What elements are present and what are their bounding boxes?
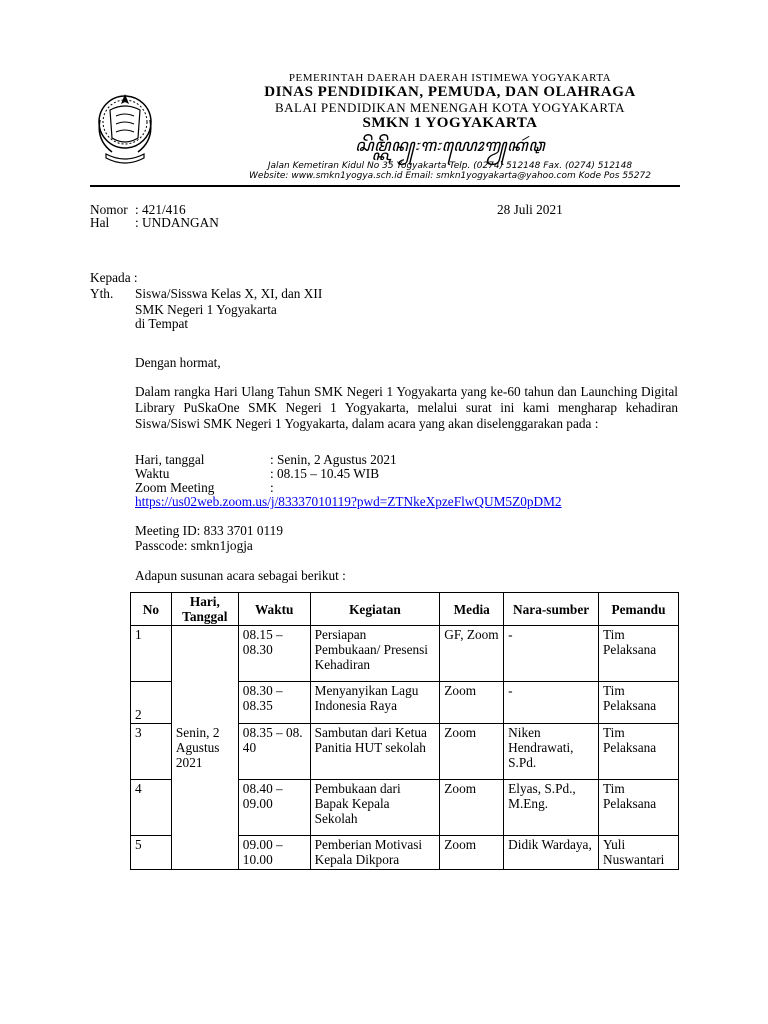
letter-date: 28 Juli 2021: [497, 202, 563, 217]
agenda-intro: Adapun susunan acara sebagai berikut :: [135, 568, 346, 583]
letterhead-office: BALAI PENDIDIKAN MENENGAH KOTA YOGYAKARTA: [274, 100, 626, 115]
cell-speaker: Didik Wardaya,: [504, 836, 599, 870]
cell-time: 08.35 – 08. 40: [238, 724, 310, 780]
cell-host: Yuli Nuswantari: [599, 836, 679, 870]
cell-activity: Pemberian Motivasi Kepala Dikpora: [310, 836, 440, 870]
zoom-label: Zoom Meeting: [135, 480, 215, 495]
cell-media: Zoom: [440, 682, 504, 724]
cell-host: Tim Pelaksana: [599, 724, 679, 780]
table-header-row: [131, 593, 679, 626]
greeting: Dengan hormat,: [135, 355, 221, 370]
cell-time: 08.30 – 08.35: [238, 682, 310, 724]
yth-label: Yth.: [90, 286, 114, 301]
col-header-time: Waktu: [238, 593, 310, 626]
cell-time: 08.15 – 08.30: [238, 626, 310, 682]
col-header-speaker: Nara-sumber: [504, 593, 599, 626]
cell-speaker: -: [504, 626, 599, 682]
letterhead-government: PEMERINTAH DAERAH DAERAH ISTIMEWA YOGYAKARTA: [288, 72, 612, 84]
nomor-value: : 421/416: [135, 202, 186, 217]
col-header-activity: Kegiatan: [310, 593, 440, 626]
waktu-label: Waktu: [135, 466, 170, 481]
cell-activity: Persiapan Pembukaan/ Presensi Kehadiran: [310, 626, 440, 682]
cell-speaker: -: [504, 682, 599, 724]
cell-no: 3: [131, 724, 172, 780]
recipient-place: di Tempat: [135, 316, 189, 331]
cell-merged-date: Senin, 2 Agustus 2021: [171, 626, 238, 870]
cell-media: Zoom: [440, 836, 504, 870]
letterhead-address: Jalan Kemetiran Kidul No 35 Yogyakarta Telp. (0274) 512148 Fax. (0274) 512148: [267, 161, 633, 171]
cell-host: Tim Pelaksana: [599, 780, 679, 836]
col-header-no: No: [131, 593, 172, 626]
cell-speaker: Elyas, S.Pd., M.Eng.: [504, 780, 599, 836]
cell-time: 09.00 – 10.00: [238, 836, 310, 870]
meeting-id: Meeting ID: 833 3701 0119: [135, 523, 283, 538]
cell-activity: Pembukaan dari Bapak Kepala Sekolah: [310, 780, 440, 836]
cell-activity: Menyanyikan Lagu Indonesia Raya: [310, 682, 440, 724]
cell-media: Zoom: [440, 780, 504, 836]
hari-value: : Senin, 2 Agustus 2021: [270, 452, 397, 467]
cell-activity: Sambutan dari Ketua Panitia HUT sekolah: [310, 724, 440, 780]
kepada-label: Kepada :: [90, 270, 138, 285]
col-header-host: Pemandu: [599, 593, 679, 626]
zoom-colon: :: [270, 480, 274, 495]
hari-label: Hari, tanggal: [135, 452, 205, 467]
cell-media: Zoom: [440, 724, 504, 780]
cell-no: 4: [131, 780, 172, 836]
cell-no: 5: [131, 836, 172, 870]
cell-speaker: Niken Hendrawati, S.Pd.: [504, 724, 599, 780]
agenda-table: [130, 592, 679, 870]
cell-host: Tim Pelaksana: [599, 682, 679, 724]
cell-no: 1: [131, 626, 172, 682]
recipient-school: SMK Negeri 1 Yogyakarta: [135, 302, 277, 317]
cell-host: Tim Pelaksana: [599, 626, 679, 682]
nomor-label: Nomor: [90, 202, 128, 217]
letterhead-divider: [90, 185, 680, 187]
letterhead-department: DINAS PENDIDIKAN, PEMUDA, DAN OLAHRAGA: [264, 84, 636, 100]
zoom-link[interactable]: https://us02web.zoom.us/j/83337010119?pwd=ZTNkeXpzeFlwQUM5Z0pDM2: [135, 494, 562, 509]
table-row: [131, 626, 679, 682]
government-emblem: [92, 80, 158, 170]
hal-value: : UNDANGAN: [135, 215, 219, 230]
hal-label: Hal: [90, 215, 110, 230]
cell-media: GF, Zoom: [440, 626, 504, 682]
col-header-media: Media: [440, 593, 504, 626]
letterhead-contact: Website: www.smkn1yogya.sch.id Email: smkn1yogyakarta@yahoo.com Kode Pos 55272: [249, 171, 651, 181]
waktu-value: : 08.15 – 10.45 WIB: [270, 466, 380, 481]
cell-time: 08.40 – 09.00: [238, 780, 310, 836]
letterhead-school: SMKN 1 YOGYAKARTA: [362, 115, 538, 131]
letterhead-javanese-script: ꦱꦼꦩ꧀ꦏꦼꦤ꧀꧇꧑꧇ꦪꦺꦴꦒꦾꦏꦂꦡ: [354, 136, 546, 155]
body-paragraph: Dalam rangka Hari Ulang Tahun SMK Negeri 1 Yogyakarta yang ke-60 tahun dan Launching Digital Library PuSkaOne SMK Negeri 1 Yogyakarta, melalui surat ini kami mengharap kehadiran Siswa/Siswi SMK Negeri 1 Yogyakarta, dalam acara yang akan diselenggarakan pada :: [135, 384, 678, 431]
cell-no: 2: [131, 682, 172, 724]
col-header-date: Hari, Tanggal: [171, 593, 238, 626]
passcode: Passcode: smkn1jogja: [135, 538, 253, 553]
recipient-line: Siswa/Sisswa Kelas X, XI, dan XII: [135, 286, 323, 301]
